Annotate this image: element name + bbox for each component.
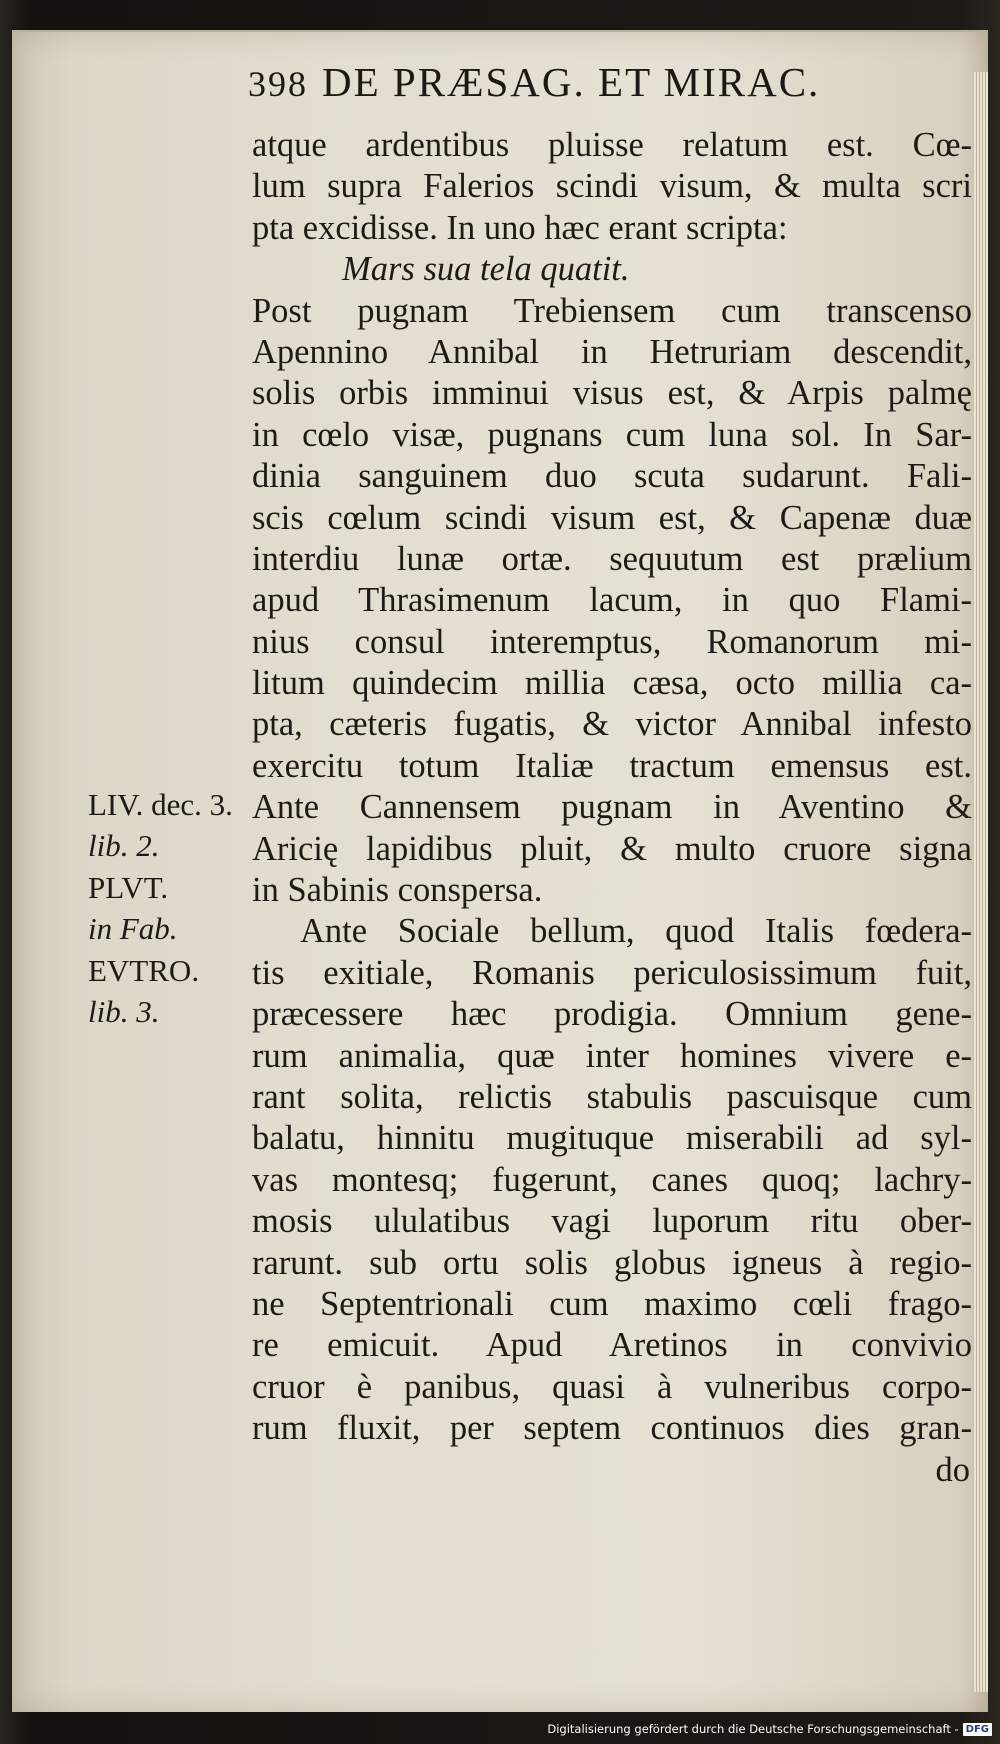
text-line: Aricię lapidibus pluit, & multo cruore signa xyxy=(252,829,972,868)
text-line: apud Thrasimenum lacum, in quo Flami- xyxy=(252,581,972,620)
text-line: solis orbis imminui visus est, & Arpis palmę xyxy=(252,374,972,413)
body-text xyxy=(252,125,972,1491)
text-line: dinia sanguinem duo scuta sudarunt. Fali- xyxy=(252,457,972,496)
margin-note: lib. 2. xyxy=(88,828,160,864)
text-line: interdiu lunæ ortæ. sequutum est prælium xyxy=(252,539,972,578)
dfg-logo-icon: DFG xyxy=(963,1723,992,1736)
text-line: Ante Sociale bellum, quod Italis fœdera- xyxy=(300,912,972,951)
digitization-footer xyxy=(547,1720,992,1738)
running-title: DE PRÆSAG. ET MIRAC. xyxy=(322,59,821,105)
text-line: tis exitiale, Romanis periculosissimum fuit, xyxy=(252,953,972,992)
text-line: re emicuit. Apud Aretinos in convivio xyxy=(252,1326,972,1365)
text-line: lum supra Falerios scindi visum, & multa scri xyxy=(252,167,972,206)
text-line: Post pugnam Trebiensem cum transcenso xyxy=(252,291,972,330)
text-line: in cœlo visæ, pugnans cum luna sol. In Sar- xyxy=(252,415,972,454)
text-line: balatu, hinnitu mugituque miserabili ad syl- xyxy=(252,1119,972,1158)
text-line: Apennino Annibal in Hetruriam descendit, xyxy=(252,332,972,371)
text-line: rant solita, relictis stabulis pascuisque cum xyxy=(252,1077,972,1116)
text-line: nius consul interemptus, Romanorum mi- xyxy=(252,622,972,661)
text-line: rum animalia, quæ inter homines vivere e- xyxy=(252,1036,972,1075)
text-line: rarunt. sub ortu solis globus igneus à regio- xyxy=(252,1243,972,1282)
text-line: exercitu totum Italiæ tractum emensus est. xyxy=(252,746,972,785)
text-line: vas montesq; fugerunt, canes quoq; lachry- xyxy=(252,1160,972,1199)
footer-text: Digitalisierung gefördert durch die Deutsche Forschungsgemeinschaft - xyxy=(547,1722,959,1736)
text-line: cruor è panibus, quasi à vulneribus corpo- xyxy=(252,1367,972,1406)
margin-note: LIV. dec. 3. xyxy=(88,787,233,822)
running-head xyxy=(248,58,988,118)
text-line: Ante Cannensem pugnam in Aventino & xyxy=(252,788,972,827)
text-line: præcessere hæc prodigia. Omnium gene- xyxy=(252,995,972,1034)
page-number: 398 xyxy=(248,64,308,104)
text-line: mosis ululatibus vagi luporum ritu ober- xyxy=(252,1202,972,1241)
text-line: litum quindecim millia cæsa, octo millia ca- xyxy=(252,664,972,703)
catchword: do xyxy=(935,1450,970,1489)
margin-notes xyxy=(88,784,253,1032)
text-line: in Sabinis conspersa. xyxy=(252,871,543,910)
text-line: pta excidisse. In uno hæc erant scripta: xyxy=(252,208,788,247)
margin-note: EVTRO. xyxy=(88,952,200,988)
page-edge xyxy=(974,72,988,1692)
text-line: atque ardentibus pluisse relatum est. Cœ- xyxy=(252,126,972,164)
margin-note: lib. 3. xyxy=(88,993,160,1029)
margin-note: PLVT. xyxy=(88,869,169,905)
margin-note: in Fab. xyxy=(88,911,178,947)
text-line: pta, cæteris fugatis, & victor Annibal infesto xyxy=(252,705,972,744)
text-line: scis cœlum scindi visum est, & Capenæ duæ xyxy=(252,498,972,537)
text-line: ne Septentrionali cum maximo cœli frago- xyxy=(252,1284,972,1323)
verse-line: Mars sua tela quatit. xyxy=(342,250,630,289)
text-line: rum fluxit, per septem continuos dies gran- xyxy=(252,1409,972,1448)
